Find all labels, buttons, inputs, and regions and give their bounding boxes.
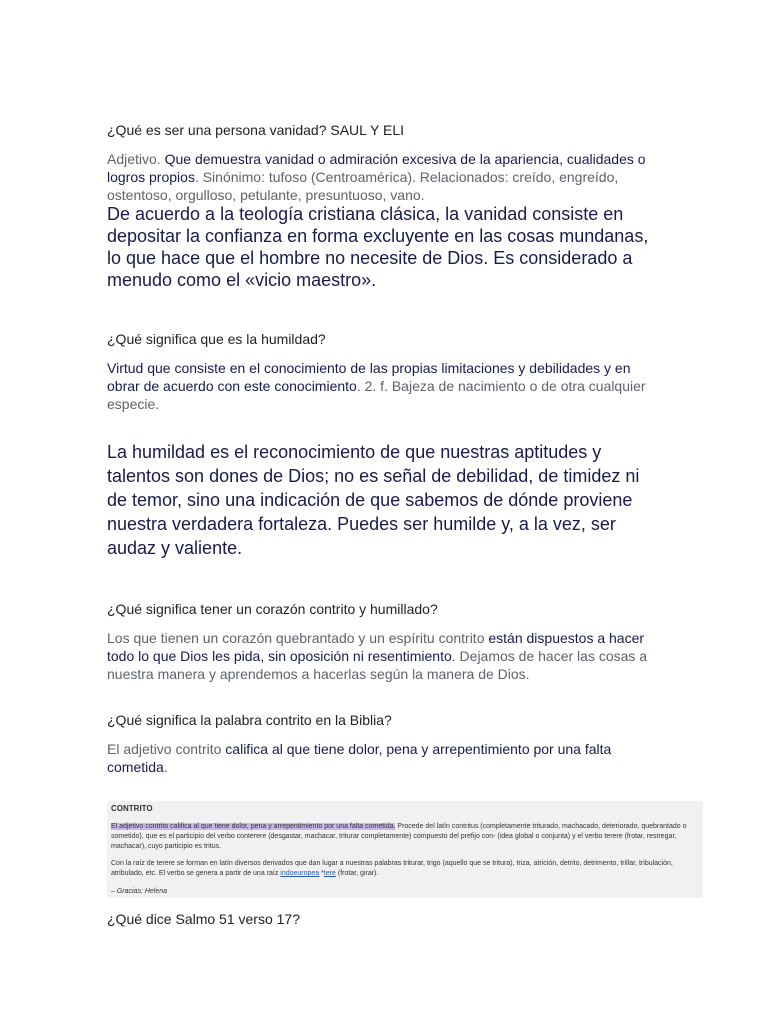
dictionary-derivatives-end: (frotar, girar).	[335, 870, 379, 877]
answer-suffix: .	[163, 759, 168, 775]
question-corazon-contrito: ¿Qué significa tener un corazón contrito y humillado?	[107, 601, 438, 617]
link-tere[interactable]: tere	[323, 870, 336, 877]
dictionary-paragraph-1	[111, 822, 701, 852]
dictionary-credit: – Gracias: Helena	[111, 888, 168, 895]
answer-suffix: . Dejamos de hacer las cosas a nuestra manera y aprendemos a hacerlas según la manera de Dios.	[107, 648, 648, 682]
answer-suffix: . Sinónimo: tufoso (Centroamérica). Relacionados: creído, engreído, ostentoso, orgulloso, petulante, presuntuoso, vano.	[107, 169, 619, 203]
dictionary-highlight: El adjetivo contrito califica al que tiene dolor, pena y arrepentimiento por una falta cometida.	[111, 823, 396, 830]
answer-prefix: Los que tienen un corazón quebrantado y un espíritu contrito	[107, 630, 489, 646]
answer-suffix: . 2. f. Bajeza de nacimiento o de otra cualquier especie.	[107, 378, 646, 412]
dictionary-excerpt-image	[107, 801, 703, 898]
answer-highlight: Que demuestra vanidad o admiración excesiva de la apariencia, cualidades o logros propios	[107, 151, 646, 185]
answer-highlight: están dispuestos a hacer todo lo que Dios les pida, sin oposición ni resentimiento	[107, 630, 645, 664]
answer-corazon-contrito	[107, 629, 652, 683]
question-salmo: ¿Qué dice Salmo 51 verso 17?	[107, 911, 300, 927]
paragraph-lead: La humildad es el reconocimiento de que nuestras aptitudes y talentos son dones de Dios	[107, 442, 602, 486]
dictionary-separator: *	[319, 870, 324, 877]
paragraph-vanidad	[107, 203, 667, 291]
dictionary-title: CONTRITO	[111, 804, 153, 813]
answer-humildad	[107, 359, 655, 413]
dictionary-etymology: Procede del latín contritus (completamente triturado, machacado, deteriorado, quebrantado o sometido), que es el participio del verbo conterere (desgastar, machacar, triturar completamente) compuesto del prefijo con- (idea global o conjunta) y el verbo terere (frotar, restregar, machacar), cuyo participio es tritus.	[111, 823, 687, 850]
paragraph-tail: . Es considerado a menudo como el «vicio maestro».	[107, 248, 633, 290]
answer-contrito-biblia	[107, 740, 652, 776]
answer-highlight: califica al que tiene dolor, pena y arrepentimiento por una falta cometida	[107, 741, 612, 775]
dictionary-derivatives: Con la raíz de terere se forman en latín diversos derivados que dan lugar a nuestras palabras triturar, trigo (aquello que se tritura), triza, atrición, detrito, detrimento, trillar, tribulación, atribulado, etc. El verbo se genera a partir de una raíz	[111, 860, 673, 877]
paragraph-humildad	[107, 440, 652, 560]
paragraph-tail: ; no es señal de debilidad, de timidez ni de temor, sino una indicación de que sabemos de dónde proviene nuestra verdadera fortaleza. Puedes ser humilde y, a la vez, ser audaz y valiente.	[107, 466, 640, 558]
question-vanidad: ¿Qué es ser una persona vanidad? SAUL Y ELI	[107, 122, 405, 138]
question-humildad: ¿Qué significa que es la humildad?	[107, 331, 326, 347]
answer-highlight: Virtud que consiste en el conocimiento de las propias limitaciones y debilidades y en obrar de acuerdo con este conocimiento	[107, 360, 631, 394]
answer-prefix: Adjetivo.	[107, 151, 165, 167]
link-indoeuropea[interactable]: indoeuropea	[280, 870, 320, 877]
answer-prefix: El adjetivo contrito	[107, 741, 226, 757]
answer-vanidad	[107, 150, 652, 204]
paragraph-lead: De acuerdo a la teología cristiana clásica, la vanidad consiste en depositar la confianza en forma excluyente en las cosas mundanas, lo que hace que el hombre no necesite de Dios	[107, 204, 649, 268]
dictionary-paragraph-2	[111, 859, 701, 879]
question-contrito-biblia: ¿Qué significa la palabra contrito en la Biblia?	[107, 712, 392, 728]
